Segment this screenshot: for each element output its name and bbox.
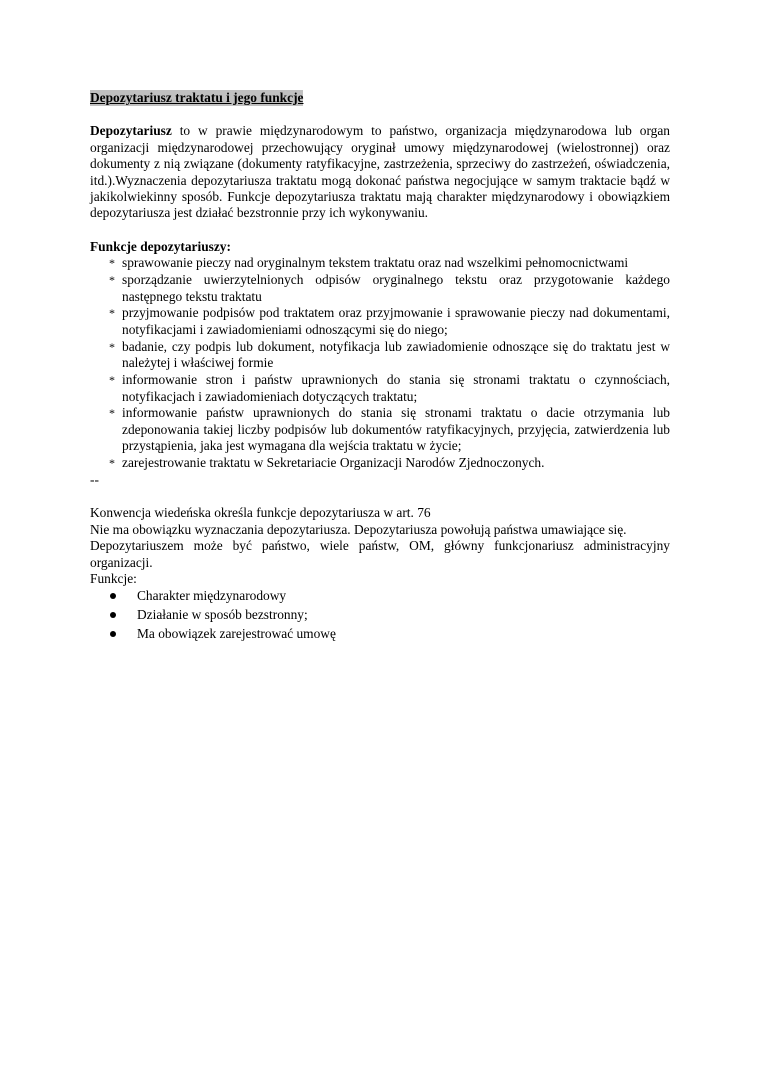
summary-functions-list — [90, 587, 670, 644]
definition-term: Depozytariusz — [90, 123, 172, 139]
asterisk-icon: * — [109, 406, 115, 421]
list-item: * przyjmowanie podpisów pod traktatem oraz przyjmowanie i sprawowanie pieczy nad dokumentami, notyfikacjami i zawiadomieniami odnoszącymi się do niego; — [109, 305, 670, 337]
list-item: Charakter międzynarodowy — [90, 587, 670, 606]
spacer — [90, 106, 670, 123]
definition-paragraph — [90, 123, 670, 221]
list-item: * sporządzanie uwierzytelnionych odpisów oryginalnego tekstu oraz przygotowanie każdego następnego tekstu traktatu — [109, 272, 670, 304]
functions-heading: Funkcje depozytariuszy: — [90, 238, 231, 254]
functions-list — [90, 255, 670, 471]
asterisk-icon: * — [109, 256, 115, 271]
definition-text: to w prawie międzynarodowym to państwo, organizacja międzynarodowa lub organ organizacji międzynarodowej przechowujący oryginał umowy międzynarodowej (wielostronnej) oraz dokumenty z nią związane (dokumenty ratyfikacyjne, zastrzeżenia, sprzeciwy do zastrzeżeń, oświadczenia, itd.).Wyznaczenia depozytariusza traktatu mogą dokonać państwa negocjujące w samym traktacie bądź w jakikolwiekinny sposób. Funkcje depozytariusza traktatu mają charakter międzynarodowy i obowiązkiem depozytariusza jest działać bezstronnie przy ich wykonywaniu. — [90, 123, 670, 221]
list-item: * badanie, czy podpis lub dokument, notyfikacja lub zawiadomienie odnoszące się do traktatu jest w należytej i właściwej formie — [109, 338, 670, 371]
spacer — [90, 488, 670, 505]
list-item: * zarejestrowanie traktatu w Sekretariacie Organizacji Narodów Zjednoczonych. — [109, 455, 545, 471]
separator: -- — [90, 472, 99, 488]
list-item: Działanie w sposób bezstronny; — [90, 606, 670, 625]
note-line: Nie ma obowiązku wyznaczania depozytariusza. Depozytariusza powołują państwa umawiające się. — [90, 521, 627, 537]
asterisk-icon: * — [109, 273, 115, 288]
note-line: Depozytariuszem może być państwo, wiele państw, OM, główny funkcjonariusz administracyjny organizacji. — [90, 538, 670, 570]
list-item: Ma obowiązek zarejestrować umowę — [90, 625, 670, 644]
document-page — [90, 90, 670, 644]
bullet-dot-icon — [110, 612, 116, 618]
asterisk-icon: * — [109, 306, 115, 321]
list-item: * informowanie stron i państw uprawnionych do stania się stronami traktatu o czynnościach, notyfikacjach i zawiadomieniach dotyczących traktatu; — [109, 372, 670, 404]
note-line: Funkcje: — [90, 571, 137, 587]
document-title: Depozytariusz traktatu i jego funkcje — [90, 90, 304, 105]
bullet-dot-icon — [110, 631, 116, 637]
asterisk-icon: * — [109, 373, 115, 388]
asterisk-icon: * — [109, 456, 115, 471]
bullet-dot-icon — [110, 593, 116, 599]
asterisk-icon: * — [109, 339, 115, 354]
spacer — [90, 222, 670, 239]
list-item: * informowanie państw uprawnionych do stania się stronami traktatu o dacie otrzymania lub zdeponowania takiej liczby podpisów lub dokumentów ratyfikacyjnych, przyjęcia, zatwierdzenia lub przystąpienia, jaka jest wymagana dla wejścia traktatu w życie; — [109, 405, 670, 454]
list-item: * sprawowanie pieczy nad oryginalnym tekstem traktatu oraz nad wszelkimi pełnomocnictwami — [109, 255, 629, 271]
note-line: Konwencja wiedeńska określa funkcje depozytariusza w art. 76 — [90, 505, 431, 521]
